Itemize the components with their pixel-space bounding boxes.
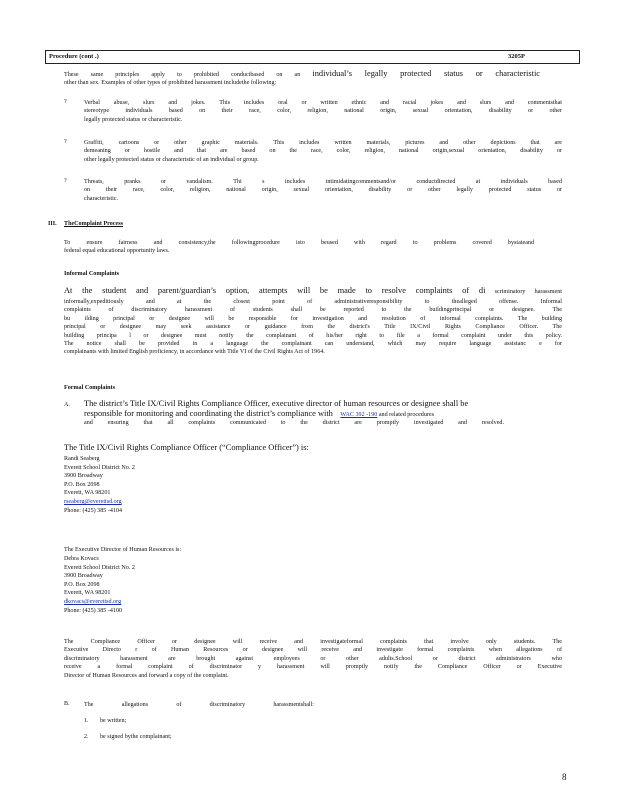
bullet-graffiti: Graffiti, cartoons or other graphic materials. This includes written materials, pictures and other depictions that are demeaning or hostile and that are based on the race, color, religion, national origin,sexual orientation, disability or other legally protected status or characteristic of an individual or group. <box>84 140 562 163</box>
formal-receipt-paragraph: The Compliance Officer or designee will receive and investigateformal complaints that involve only students. The Executive Directo r of Human Resources or designee will receive and investigate formal complaints when allegations of discriminatory harassment are brought against employees or other adults.School or district administrators who receive a formal complaint of discriminator y harassment will promptly notify the Compliance Officer or Executive Director of Human Resources and forward a copy of the complaint. <box>64 639 562 679</box>
section-numeral: III. <box>48 221 57 227</box>
informal-complaints-heading: Informal Complaints <box>64 271 120 277</box>
officer-po-box: P.O. Box 2098 <box>64 481 100 488</box>
compliance-officer-address <box>64 455 135 515</box>
informal-complaints-paragraph: At the student and parent/guardian’s option, attempts will be made to resolve complaints of di scriminatory harassment informally,expeditiously and at the closest point of administrativeresponsibility to thealleged offense. Informal complaints of discriminatory harassment of students shall be reported to the buildingprincipal or designee. The bu ilding principal or designee will be responsible for investigation and resolution of informal complaints. The building principal or designee may seek assistance or guidance from the district's Title IX/Civil Rights Compliance Officer. The building principa l or designee must notify the complainant of his/her right to file a formal complaint under this policy. The notice shall be provided in a language the complainant can understand, which may require language assistanc e for complainants with limited English proficiency, in accordance with Title VI of the Civil Rights Act of 1964. <box>64 286 562 356</box>
officer-street: 3900 Broadway <box>64 473 103 480</box>
officer-organization: Everett School District No. 2 <box>64 464 135 471</box>
officer-phone: Phone: (425) 385 -4104 <box>64 507 123 514</box>
header-policy-number: 3205P <box>508 53 525 60</box>
bullet-mark: ? <box>64 178 67 184</box>
procedure-header <box>45 50 580 64</box>
sub-item-2-mark: 2. <box>84 734 89 740</box>
header-procedure-label: Procedure (cont .) <box>49 53 99 60</box>
sub-item-1-mark: 1. <box>84 718 89 724</box>
formal-complaints-heading: Formal Complaints <box>64 385 115 391</box>
sub-item-1-text: be written; <box>100 718 127 724</box>
compliance-officer-heading: The Title IX/Civil Rights Compliance Officer (“Compliance Officer”) is: <box>64 443 309 452</box>
complaint-process-paragraph: To ensure fairness and consistency,the followingprocedure isto beused with regard to problems covered bystateand federal equal educational opportunity laws. <box>64 240 534 255</box>
bullet-mark: ? <box>64 99 67 105</box>
formal-item-b: The allegations of discriminatory harassmentshall: <box>84 702 314 708</box>
item-a-mark: A. <box>64 402 70 408</box>
intro-line-2: other than sex. Examples of other types of prohibited harassment includethe following: <box>64 80 277 86</box>
hr-city: Everett, WA 98201 <box>64 590 111 597</box>
item-b-mark: B. <box>64 701 70 707</box>
bullet-verbal-abuse: Verbal abuse, slurs and jokes. This includes oral or written ethnic and racial jokes and slurs and commentsthat stereotype individuals based on their race, color, religion, national origin, sexual orientation, disability or other legally protected status or characteristic. <box>84 100 562 123</box>
hr-email-link[interactable]: dkovacs@everettsd.org <box>64 598 122 605</box>
hr-director-heading: The Executive Director of Human Resources is: <box>64 547 182 553</box>
bullet-mark: ? <box>64 139 67 145</box>
intro-line-1: These same principles apply to prohibited conductbased on an <box>64 72 301 78</box>
intro-line-1-large: individual’s legally protected status or characteristic <box>312 69 540 78</box>
bullet-threats: Threats, pranks or vandalism. Thi s includes intimidatingcommentsand/or conductdirected at individuals based on their race, color, religion, national origin, sexual orientation, disability or other legally protected status or characteristic. <box>84 179 562 202</box>
hr-po-box: P.O. Box 2098 <box>64 581 100 588</box>
officer-name: Randi Seaberg <box>64 456 100 462</box>
officer-email-link[interactable]: rseaberg@everettsd.org <box>64 498 122 505</box>
sub-item-2-text: be signed bythe complainant; <box>100 734 172 740</box>
wac-link[interactable]: WAC 392 -190 <box>340 412 378 418</box>
hr-director-address <box>64 555 135 615</box>
section-title: TheComplaint Process <box>64 221 123 227</box>
officer-city: Everett, WA 98201 <box>64 490 111 497</box>
hr-name: Debra Kovacs <box>64 556 99 562</box>
page-number: 8 <box>562 772 567 782</box>
hr-phone: Phone: (425) 385 -4100 <box>64 607 123 614</box>
hr-organization: Everett School District No. 2 <box>64 564 135 571</box>
formal-item-a: The district’s Title IX/Civil Rights Compliance Officer, executive director of human resources or designee shall be responsible for monitoring and coordinating the district’s compliance with WAC 392 -190 and related procedures and ensuring that all complaints communicated to the district are promptly investigated and resolved. <box>84 399 504 427</box>
hr-street: 3900 Broadway <box>64 573 103 580</box>
